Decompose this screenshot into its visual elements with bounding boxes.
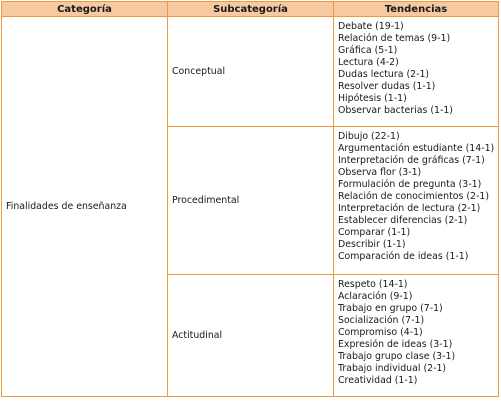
list-item: Interpretación de gráficas (7-1) — [338, 155, 485, 166]
list-item: Aclaración (9-1) — [338, 291, 413, 302]
list-item: Relación de temas (9-1) — [338, 33, 451, 44]
tendencias-list — [334, 17, 499, 127]
header-subcategoria: Subcategoría — [168, 2, 334, 17]
list-item: Comparar (1-1) — [338, 227, 411, 238]
tendencias-list — [334, 127, 499, 275]
list-item: Compromiso (4-1) — [338, 327, 423, 338]
list-item: Gráfica (5-1) — [338, 45, 398, 56]
list-item: Observar bacterias (1-1) — [338, 105, 453, 116]
tendencias-table — [1, 1, 499, 397]
table-header-row — [2, 2, 499, 17]
subcategory-cell: Conceptual — [168, 17, 334, 127]
list-item: Dudas lectura (2-1) — [338, 69, 430, 80]
list-item: Comparación de ideas (1-1) — [338, 251, 469, 262]
list-item: Dibujo (22-1) — [338, 131, 400, 142]
list-item: Establecer diferencias (2-1) — [338, 215, 468, 226]
list-item: Argumentación estudiante (14-1) — [338, 143, 495, 154]
subcategory-cell: Procedimental — [168, 127, 334, 275]
list-item: Socialización (7-1) — [338, 315, 425, 326]
list-item: Trabajo en grupo (7-1) — [338, 303, 443, 314]
list-item: Respeto (14-1) — [338, 279, 408, 290]
list-item: Hipótesis (1-1) — [338, 93, 407, 104]
list-item: Expresión de ideas (3-1) — [338, 339, 453, 350]
list-item: Interpretación de lectura (2-1) — [338, 203, 481, 214]
list-item: Lectura (4-2) — [338, 57, 399, 68]
list-item: Formulación de pregunta (3-1) — [338, 179, 482, 190]
list-item: Debate (19-1) — [338, 21, 404, 32]
tendencias-table-document — [1, 1, 499, 397]
header-categoria: Categoría — [2, 2, 168, 17]
list-item: Resolver dudas (1-1) — [338, 81, 436, 92]
header-tendencias: Tendencias — [334, 2, 499, 17]
subcategory-cell: Actitudinal — [168, 275, 334, 397]
category-cell: Finalidades de enseñanza — [2, 17, 168, 397]
tendencias-list — [334, 275, 499, 397]
list-item: Trabajo grupo clase (3-1) — [338, 351, 456, 362]
list-item: Describir (1-1) — [338, 239, 406, 250]
list-item: Creatividad (1-1) — [338, 375, 418, 386]
table-row — [2, 17, 499, 127]
list-item: Observa flor (3-1) — [338, 167, 422, 178]
list-item: Trabajo individual (2-1) — [338, 363, 447, 374]
list-item: Relación de conocimientos (2-1) — [338, 191, 490, 202]
